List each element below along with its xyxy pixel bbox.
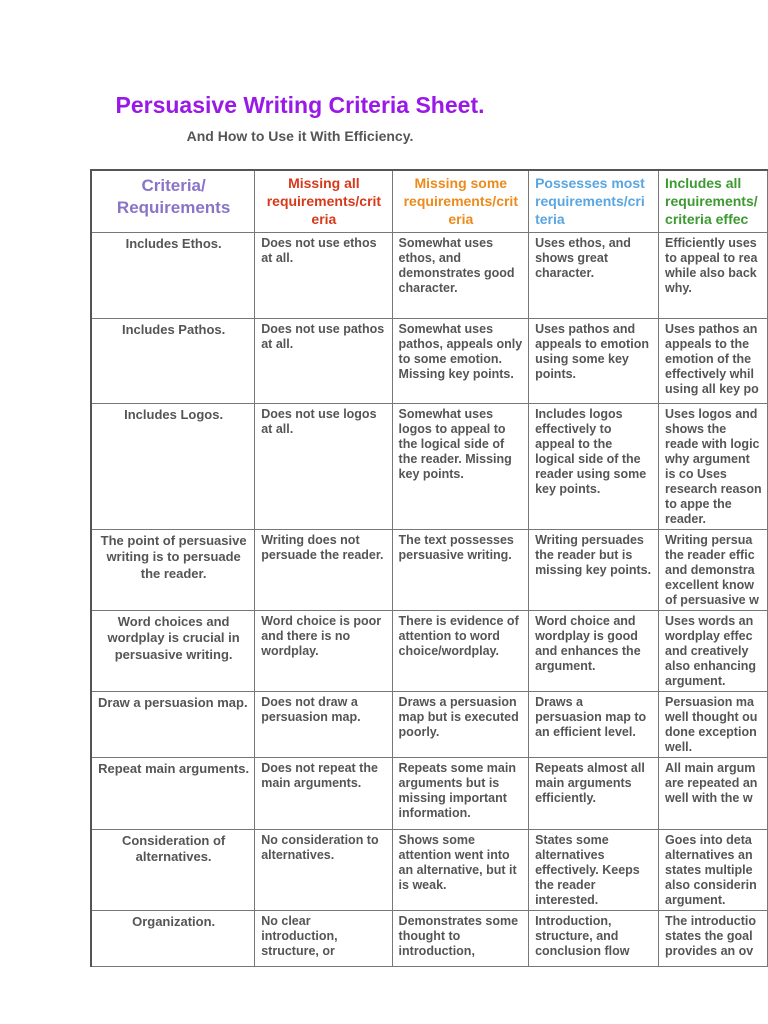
header-criteria: Criteria/ Requirements bbox=[91, 170, 255, 232]
cell-includes-all: The introductio states the goal provides an ov bbox=[659, 910, 768, 966]
table-row bbox=[91, 403, 768, 529]
table-row bbox=[91, 610, 768, 691]
cell-missing-all: Does not use pathos at all. bbox=[255, 318, 392, 403]
cell-possesses-most: Uses pathos and appeals to emotion using some key points. bbox=[529, 318, 659, 403]
table-header-row bbox=[91, 170, 768, 232]
page-title-text: Persuasive Writing Criteria Sheet. bbox=[115, 92, 485, 118]
criterion-repeat-main-arguments: Repeat main arguments. bbox=[91, 757, 255, 829]
cell-missing-all: Does not draw a persuasion map. bbox=[255, 691, 392, 757]
cell-possesses-most: Word choice and wordplay is good and enhances the argument. bbox=[529, 610, 659, 691]
cell-missing-some: The text possesses persuasive writing. bbox=[392, 529, 529, 610]
cell-missing-all: No consideration to alternatives. bbox=[255, 829, 392, 910]
cell-missing-all: Does not repeat the main arguments. bbox=[255, 757, 392, 829]
cell-includes-all: Writing persua the reader effic and demonstra excellent know of persuasive w bbox=[659, 529, 768, 610]
page-subtitle-text: And How to Use it With Efficiency. bbox=[186, 128, 414, 144]
table-row bbox=[91, 529, 768, 610]
cell-possesses-most: Repeats almost all main arguments efficiently. bbox=[529, 757, 659, 829]
table-row bbox=[91, 829, 768, 910]
cell-missing-some: Somewhat uses pathos, appeals only to some emotion. Missing key points. bbox=[392, 318, 529, 403]
table-row bbox=[91, 232, 768, 318]
cell-possesses-most: Draws a persuasion map to an efficient level. bbox=[529, 691, 659, 757]
cell-missing-some: Repeats some main arguments but is missing important information. bbox=[392, 757, 529, 829]
table-row bbox=[91, 910, 768, 966]
criterion-ethos: Includes Ethos. bbox=[91, 232, 255, 318]
cell-possesses-most: Writing persuades the reader but is missing key points. bbox=[529, 529, 659, 610]
cell-missing-some: There is evidence of attention to word choice/wordplay. bbox=[392, 610, 529, 691]
cell-includes-all: Uses words an wordplay effec and creatively also enhancing argument. bbox=[659, 610, 768, 691]
criterion-logos: Includes Logos. bbox=[91, 403, 255, 529]
criterion-organization: Organization. bbox=[91, 910, 255, 966]
cell-missing-all: No clear introduction, structure, or bbox=[255, 910, 392, 966]
cell-includes-all: All main argum are repeated an well with the w bbox=[659, 757, 768, 829]
criterion-pathos: Includes Pathos. bbox=[91, 318, 255, 403]
criterion-persuasion-map: Draw a persuasion map. bbox=[91, 691, 255, 757]
criteria-table bbox=[90, 169, 768, 967]
cell-includes-all: Persuasion ma well thought ou done exception well. bbox=[659, 691, 768, 757]
header-possesses-most: Possesses most requirements/cri teria bbox=[529, 170, 659, 232]
cell-possesses-most: Includes logos effectively to appeal to the logical side of the reader using some key points. bbox=[529, 403, 659, 529]
cell-missing-all: Word choice is poor and there is no wordplay. bbox=[255, 610, 392, 691]
table-row bbox=[91, 318, 768, 403]
criterion-word-choices: Word choices and wordplay is crucial in persuasive writing. bbox=[91, 610, 255, 691]
cell-includes-all: Efficiently uses to appeal to rea while also back why. bbox=[659, 232, 768, 318]
criterion-point-of-persuasive-writing: The point of persuasive writing is to persuade the reader. bbox=[91, 529, 255, 610]
cell-missing-some: Shows some attention went into an alternative, but it is weak. bbox=[392, 829, 529, 910]
criterion-consideration-of-alternatives: Consideration of alternatives. bbox=[91, 829, 255, 910]
table-row bbox=[91, 691, 768, 757]
cell-missing-all: Writing does not persuade the reader. bbox=[255, 529, 392, 610]
table-row bbox=[91, 757, 768, 829]
cell-missing-some: Draws a persuasion map but is executed poorly. bbox=[392, 691, 529, 757]
cell-possesses-most: States some alternatives effectively. Keeps the reader interested. bbox=[529, 829, 659, 910]
cell-includes-all: Uses pathos an appeals to the emotion of the effectively whil using all key po bbox=[659, 318, 768, 403]
cell-missing-some: Demonstrates some thought to introduction, bbox=[392, 910, 529, 966]
header-missing-some: Missing some requirements/crit eria bbox=[392, 170, 529, 232]
cell-possesses-most: Uses ethos, and shows great character. bbox=[529, 232, 659, 318]
cell-missing-all: Does not use logos at all. bbox=[255, 403, 392, 529]
header-includes-all: Includes all requirements/ criteria effec bbox=[659, 170, 768, 232]
header-missing-all: Missing all requirements/crit eria bbox=[255, 170, 392, 232]
cell-missing-some: Somewhat uses ethos, and demonstrates good character. bbox=[392, 232, 529, 318]
cell-missing-some: Somewhat uses logos to appeal to the logical side of the reader. Missing key points. bbox=[392, 403, 529, 529]
page-title bbox=[0, 92, 684, 119]
cell-includes-all: Uses logos and shows the reade with logic why argument is co Uses research reason to appe the reader. bbox=[659, 403, 768, 529]
cell-missing-all: Does not use ethos at all. bbox=[255, 232, 392, 318]
cell-includes-all: Goes into deta alternatives an states multiple also considerin argument. bbox=[659, 829, 768, 910]
page-subtitle bbox=[0, 128, 684, 144]
cell-possesses-most: Introduction, structure, and conclusion flow bbox=[529, 910, 659, 966]
